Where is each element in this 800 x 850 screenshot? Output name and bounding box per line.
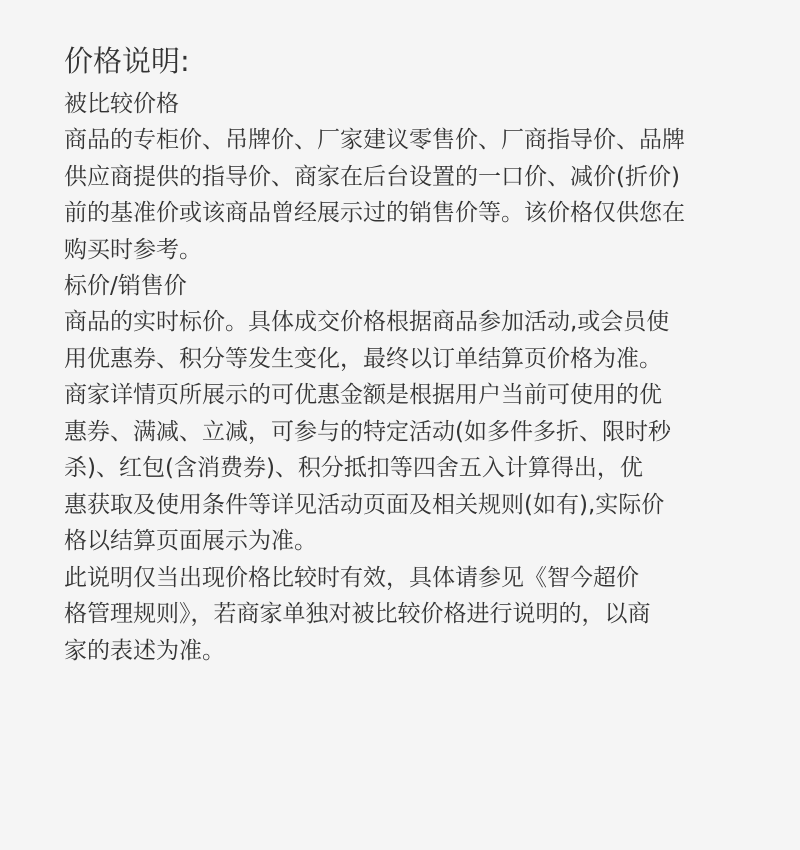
paragraph-line: 前的基准价或该商品曾经展示过的销售价等。该价格仅供您在	[64, 200, 685, 226]
section-compared-price	[64, 86, 800, 268]
paragraph-line: 用优惠券、积分等发生变化，最终以订单结算页价格为准。	[64, 345, 662, 372]
disclaimer-paragraph	[64, 560, 800, 670]
section-heading: 被比较价格	[64, 91, 179, 117]
paragraph-line: 商品的实时标价。具体成交价格根据商品参加活动,或会员使	[64, 309, 670, 335]
paragraph-line: 此说明仅当出现价格比较时有效，具体请参见《智今超价	[64, 564, 639, 591]
paragraph-line: 供应商提供的指导价、商家在后台设置的一口价、减价(折价)	[64, 163, 680, 190]
discount-paragraph	[64, 377, 800, 560]
paragraph-line: 格管理规则》，若商家单独对被比较价格进行说明的，以商	[64, 601, 651, 627]
paragraph-line: 商品的专柜价、吊牌价、厂家建议零售价、厂商指导价、品牌	[64, 127, 685, 153]
paragraph-line: 杀)、红包(含消费券)、积分抵扣等四舍五入计算得出，优	[64, 455, 643, 481]
paragraph-line: 购买时参考。	[64, 236, 202, 263]
paragraph-line: 家的表述为准。	[64, 637, 225, 664]
paragraph-line: 商家详情页所展示的可优惠金额是根据用户当前可使用的优	[64, 382, 662, 408]
paragraph-line: 惠获取及使用条件等详见活动页面及相关规则(如有),实际价	[64, 491, 665, 518]
page-title: 价格说明:	[64, 44, 190, 78]
paragraph-line: 格以结算页面展示为准。	[64, 528, 317, 554]
section-heading: 标价/销售价	[64, 273, 187, 299]
section-listed-price	[64, 268, 800, 377]
paragraph-line: 惠券、满减、立减，可参与的特定活动(如多件多折、限时秒	[64, 418, 671, 445]
